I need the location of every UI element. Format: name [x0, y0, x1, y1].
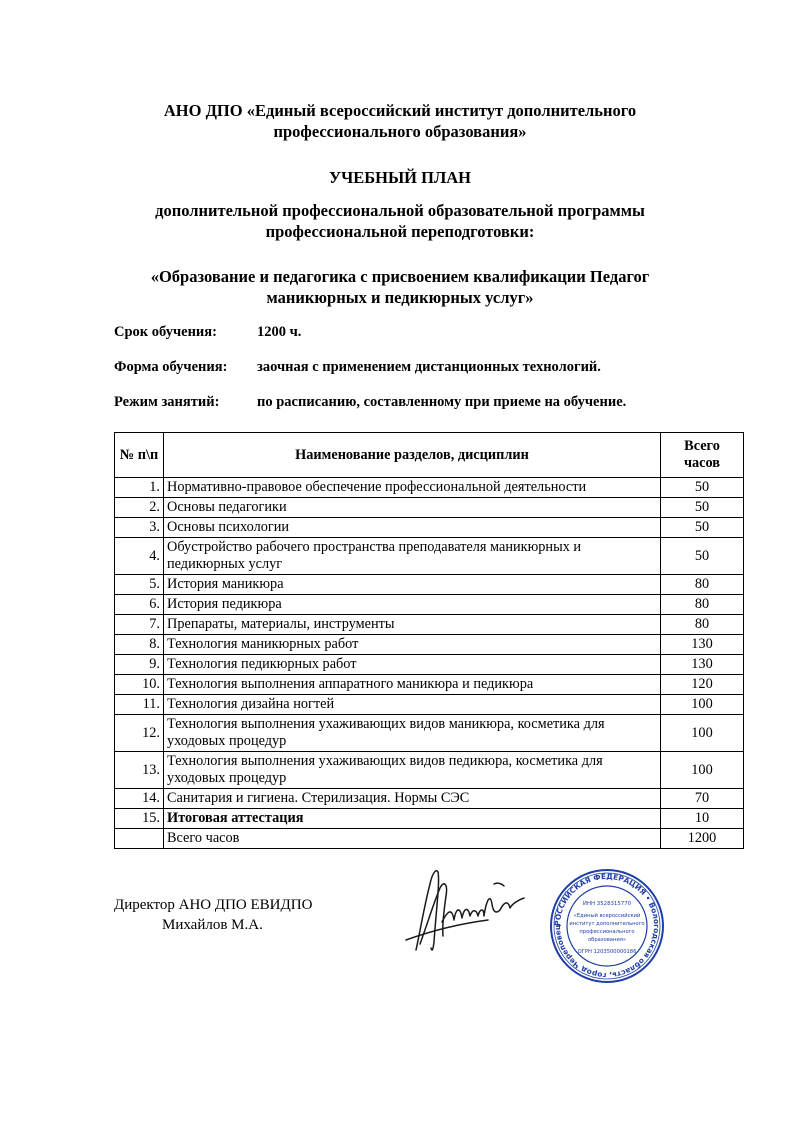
table-header-row [115, 433, 744, 478]
table-row: 5. История маникюра 80 [115, 575, 744, 595]
table-row: 7. Препараты, материалы, инструменты 80 [115, 615, 744, 635]
program-name: «Образование и педагогика с присвоением квалификации Педагог маникюрных и педикюрных услуг» [150, 267, 650, 307]
duration-label: Срок обучения: [114, 324, 217, 340]
stamp-name-line1: «Единый всероссийский [573, 913, 641, 919]
table-row: 2. Основы педагогики 50 [115, 498, 744, 518]
handwritten-signature [398, 862, 538, 962]
col-hours-header: Всего часов [661, 433, 744, 478]
table-body [115, 478, 744, 849]
duration-value: 1200 ч. [257, 324, 302, 340]
table-row: 4. Обустройство рабочего пространства преподавателя маникюрных и педикюрных услуг 50 [115, 538, 744, 575]
total-label: Всего часов [164, 829, 661, 849]
table-row: 9. Технология педикюрных работ 130 [115, 655, 744, 675]
stamp-inn: ИНН 3528315770 [582, 901, 632, 907]
form-label: Форма обучения: [114, 359, 228, 375]
table-row: 10. Технология выполнения аппаратного маникюра и педикюра 120 [115, 675, 744, 695]
table-row: 15. Итоговая аттестация 10 [115, 809, 744, 829]
table-row: 14. Санитария и гигиена. Стерилизация. Нормы СЭС 70 [115, 789, 744, 809]
total-value: 1200 [661, 829, 744, 849]
stamp-name-line2: институт дополнительного [569, 921, 645, 927]
program-type: дополнительной профессиональной образовательной программы профессиональной переподготовки: [155, 201, 645, 241]
stamp-name-line4: образования» [587, 937, 627, 943]
info-form [114, 359, 601, 376]
table-row: 6. История педикюра 80 [115, 595, 744, 615]
table-row: 11. Технология дизайна ногтей 100 [115, 695, 744, 715]
table-total-row [115, 829, 744, 849]
mode-label: Режим занятий: [114, 394, 220, 410]
col-name-header: Наименование разделов, дисциплин [164, 433, 661, 478]
table-row: 8. Технология маникюрных работ 130 [115, 635, 744, 655]
info-mode [114, 394, 626, 411]
col-num-header: № п\п [115, 433, 164, 478]
table-row: 1. Нормативно-правовое обеспечение профессиональной деятельности 50 [115, 478, 744, 498]
official-stamp [548, 867, 666, 990]
stamp-ogrn: ОГРН 1203500000186 [577, 949, 637, 955]
curriculum-table [114, 432, 744, 849]
signature-block [114, 895, 312, 935]
director-title: Директор АНО ДПО ЕВИДПО [114, 897, 313, 913]
signature-drawing [398, 862, 538, 957]
mode-value: по расписанию, составленному при приеме на обучение. [257, 394, 627, 410]
stamp-name-line3: профессионального [579, 929, 635, 935]
form-value: заочная с применением дистанционных технологий. [257, 359, 601, 375]
doc-title: УЧЕБНЫЙ ПЛАН [328, 168, 471, 187]
info-duration [114, 324, 301, 341]
table-row: 3. Основы психологии 50 [115, 518, 744, 538]
table-row: 12. Технология выполнения ухаживающих видов маникюра, косметика для уходовых процедур 100 [115, 715, 744, 752]
table-row: 13. Технология выполнения ухаживающих видов педикюра, косметика для уходовых процедур 100 [115, 752, 744, 789]
org-name: АНО ДПО «Единый всероссийский институт дополнительного профессионального образования» [163, 101, 637, 141]
stamp-outer-text: РОССИЙСКАЯ ФЕДЕРАЦИЯ • Вологодская область, город Череповец [552, 871, 662, 981]
stamp-seal [548, 867, 666, 985]
director-name: Михайлов М.А. [162, 917, 263, 933]
